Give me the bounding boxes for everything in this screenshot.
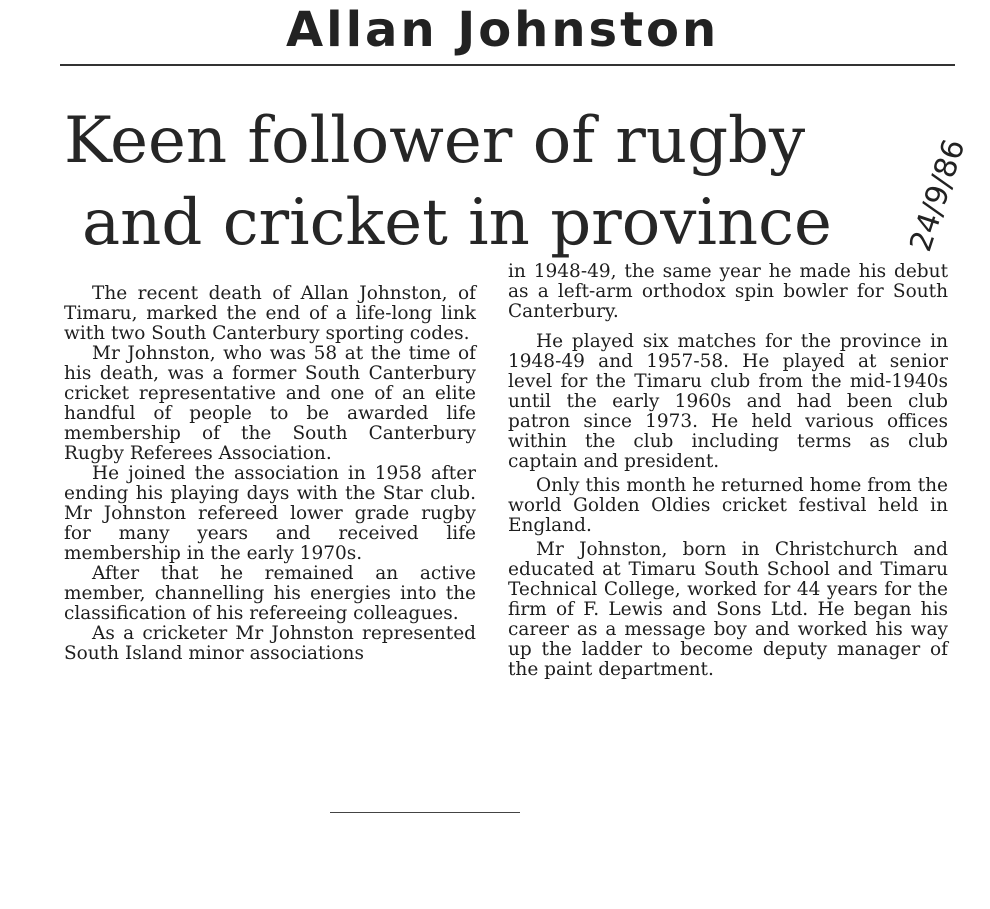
handwritten-date: 24/9/86 (903, 135, 973, 256)
headline-line-2: and cricket in province (82, 186, 832, 260)
paragraph: The recent death of Allan Johnston, of Timaru, marked the end of a life-long link with two South Canterbury sporting codes. (64, 283, 476, 344)
article-headline (64, 100, 924, 264)
paragraph: After that he remained an active member, channelling his energies into the classification of his refereeing colleagues. (64, 563, 476, 624)
article-column-left (64, 284, 476, 664)
paragraph: Only this month he returned home from the world Golden Oldies cricket festival held in England. (508, 475, 948, 536)
heading-rule (60, 64, 955, 66)
obituary-name-heading: Allan Johnston (286, 2, 720, 58)
article-column-right (508, 262, 948, 680)
paragraph: in 1948-49, the same year he made his debut as a left-arm orthodox spin bowler for South Canterbury. (508, 261, 948, 322)
paragraph: Mr Johnston, born in Christchurch and educated at Timaru South School and Timaru Technical College, worked for 44 years for the firm of F. Lewis and Sons Ltd. He began his career as a message boy and worked his way up the ladder to become deputy manager of the paint department. (508, 539, 948, 680)
paragraph: He played six matches for the province in 1948-49 and 1957-58. He played at senior level for the Timaru club from the mid-1940s until the early 1960s and had been club patron since 1973. He held various offices within the club including terms as club captain and president. (508, 331, 948, 472)
paragraph: Mr Johnston, who was 58 at the time of his death, was a former South Canterbury cricket representative and one of an elite handful of people to be awarded life membership of the South Canterbury Rugby Referees Association. (64, 343, 476, 464)
headline-line-1: Keen follower of rugby (64, 104, 806, 178)
paragraph: He joined the association in 1958 after ending his playing days with the Star club. Mr Johnston refereed lower grade rugby for many years and received life membership in the early 1970s. (64, 463, 476, 564)
paragraph: As a cricketer Mr Johnston represented South Island minor associations (64, 623, 476, 664)
column-end-rule (330, 812, 520, 813)
